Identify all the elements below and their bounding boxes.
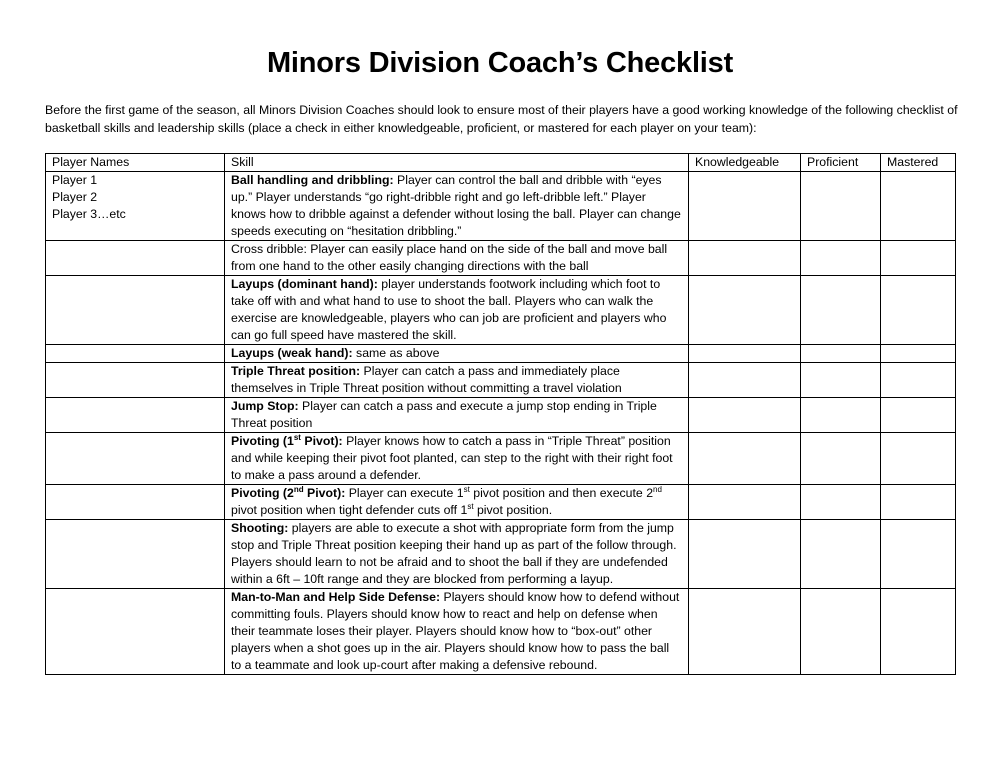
knowledgeable-checkbox-cell[interactable]: [689, 345, 801, 363]
player-names-cell: [46, 433, 225, 485]
skill-title: Man-to-Man and Help Side Defense:: [231, 590, 441, 604]
skill-description-part: pivot position.: [473, 503, 553, 517]
proficient-checkbox-cell[interactable]: [801, 276, 881, 345]
skill-description-part: pivot position when tight defender cuts off 1: [231, 503, 468, 517]
ordinal-suffix: nd: [653, 484, 662, 494]
player-name: Player 1: [52, 173, 98, 187]
table-row: [46, 589, 956, 675]
player-names-cell: [46, 276, 225, 345]
header-knowledgeable: Knowledgeable: [689, 154, 801, 172]
mastered-checkbox-cell[interactable]: [881, 363, 956, 398]
skill-cell: [225, 363, 689, 398]
intro-paragraph: Before the first game of the season, all Minors Division Coaches should look to ensure most of their players have a good working knowledge of the following checklist of basketball skills and leadership skills (place a check in either knowledgeable, proficient, or mastered for each player on your team):: [45, 103, 958, 135]
ordinal-suffix: st: [463, 484, 470, 494]
mastered-checkbox-cell[interactable]: [881, 276, 956, 345]
player-names-cell: [46, 363, 225, 398]
header-mastered: Mastered: [881, 154, 956, 172]
table-row: [46, 241, 956, 276]
skill-description-part: pivot position and then execute 2: [469, 486, 654, 500]
mastered-checkbox-cell[interactable]: [881, 172, 956, 241]
header-player-names: Player Names: [46, 154, 225, 172]
skill-description: Player can catch a pass and immediately place themselves in Triple Threat position without committing a travel violation: [231, 364, 622, 395]
skill-cell: [225, 241, 689, 276]
skill-cell: [225, 589, 689, 675]
player-names-cell: [46, 345, 225, 363]
player-names-cell: [46, 398, 225, 433]
skill-title-part: Pivot):: [300, 434, 343, 448]
skills-checklist-table: [45, 153, 956, 675]
table-row: [46, 398, 956, 433]
skill-cell: [225, 520, 689, 589]
skill-cell: [225, 172, 689, 241]
skill-description: Player can catch a pass and execute a jump stop ending in Triple Threat position: [231, 399, 657, 430]
skill-description: Player knows how to catch a pass in “Triple Threat” position and while keeping their pivot foot planted, can step to the right with their right foot to make a pass around a defender.: [231, 434, 673, 482]
knowledgeable-checkbox-cell[interactable]: [689, 276, 801, 345]
skill-cell: [225, 485, 689, 520]
table-row: [46, 485, 956, 520]
skill-title: [231, 434, 343, 448]
skill-cell: [225, 398, 689, 433]
proficient-checkbox-cell[interactable]: [801, 589, 881, 675]
skill-cell: [225, 276, 689, 345]
knowledgeable-checkbox-cell[interactable]: [689, 433, 801, 485]
proficient-checkbox-cell[interactable]: [801, 433, 881, 485]
ordinal-suffix: st: [467, 501, 474, 511]
table-row: [46, 172, 956, 241]
knowledgeable-checkbox-cell[interactable]: [689, 398, 801, 433]
player-names-cell: [46, 520, 225, 589]
skill-description: player understands footwork including which foot to take off with and what hand to use to shoot the ball. Players who can walk the exercise are knowledgeable, players who can job are proficient and players who can go full speed have mastered the skill.: [231, 277, 667, 342]
proficient-checkbox-cell[interactable]: [801, 241, 881, 276]
table-row: [46, 433, 956, 485]
skill-title: Ball handling and dribbling:: [231, 173, 394, 187]
skill-title-part: Pivot):: [303, 486, 346, 500]
proficient-checkbox-cell[interactable]: [801, 520, 881, 589]
proficient-checkbox-cell[interactable]: [801, 485, 881, 520]
mastered-checkbox-cell[interactable]: [881, 241, 956, 276]
proficient-checkbox-cell[interactable]: [801, 398, 881, 433]
skill-description-part: Player can execute 1: [345, 486, 464, 500]
proficient-checkbox-cell[interactable]: [801, 172, 881, 241]
mastered-checkbox-cell[interactable]: [881, 589, 956, 675]
table-row: [46, 363, 956, 398]
player-name: Player 2: [52, 190, 98, 204]
skill-title-part: Pivoting (1: [231, 434, 294, 448]
skill-title: Triple Threat position:: [231, 364, 361, 378]
mastered-checkbox-cell[interactable]: [881, 433, 956, 485]
player-name: Player 3…etc: [52, 207, 126, 221]
knowledgeable-checkbox-cell[interactable]: [689, 241, 801, 276]
player-names-cell: [46, 485, 225, 520]
table-row: [46, 520, 956, 589]
proficient-checkbox-cell[interactable]: [801, 345, 881, 363]
player-names-cell: [46, 589, 225, 675]
skill-title: Shooting:: [231, 521, 289, 535]
skill-title: Layups (weak hand):: [231, 346, 353, 360]
skill-cell: [225, 433, 689, 485]
mastered-checkbox-cell[interactable]: [881, 485, 956, 520]
mastered-checkbox-cell[interactable]: [881, 398, 956, 433]
skill-description: same as above: [352, 346, 440, 360]
skill-title: Layups (dominant hand):: [231, 277, 378, 291]
proficient-checkbox-cell[interactable]: [801, 363, 881, 398]
page-title: Minors Division Coach’s Checklist: [266, 47, 734, 79]
ordinal-suffix: nd: [293, 484, 304, 494]
knowledgeable-checkbox-cell[interactable]: [689, 363, 801, 398]
knowledgeable-checkbox-cell[interactable]: [689, 172, 801, 241]
skill-title: Jump Stop:: [231, 399, 299, 413]
skill-title: [231, 486, 345, 500]
skill-cell: [225, 345, 689, 363]
table-header-row: [46, 154, 956, 172]
mastered-checkbox-cell[interactable]: [881, 520, 956, 589]
header-proficient: Proficient: [801, 154, 881, 172]
mastered-checkbox-cell[interactable]: [881, 345, 956, 363]
header-skill: Skill: [225, 154, 689, 172]
player-names-cell: [46, 241, 225, 276]
table-row: [46, 276, 956, 345]
knowledgeable-checkbox-cell[interactable]: [689, 520, 801, 589]
ordinal-suffix: st: [293, 432, 301, 442]
table-row: [46, 345, 956, 363]
knowledgeable-checkbox-cell[interactable]: [689, 485, 801, 520]
skill-description: Players should know how to defend without committing fouls. Players should know how to react and help on defense when their teammate loses their player. Players should know how to “box-out” other players when a shot goes up in the air. Players should know how to pass the ball to a teammate and look up-court after making a defensive rebound.: [231, 590, 680, 672]
skill-description: Cross dribble: Player can easily place hand on the side of the ball and move ball from one hand to the other easily changing directions with the ball: [231, 242, 668, 273]
knowledgeable-checkbox-cell[interactable]: [689, 589, 801, 675]
skill-title-part: Pivoting (2: [231, 486, 294, 500]
player-names-cell: [46, 172, 225, 241]
skill-description: players are able to execute a shot with appropriate form from the jump stop and Triple Threat position keeping their hand up as part of the follow through. Players should learn to not be afraid and to shoot the ball if they are undefended within a 6ft – 10ft range and they are blocked from performing a layup.: [231, 521, 677, 586]
skill-description: Player can control the ball and dribble with “eyes up.” Player understands “go right-dribble right and go left-dribble left.” Player knows how to dribble against a defender without losing the ball. Player can change speeds executing on “hesitation dribbling.”: [231, 173, 681, 238]
